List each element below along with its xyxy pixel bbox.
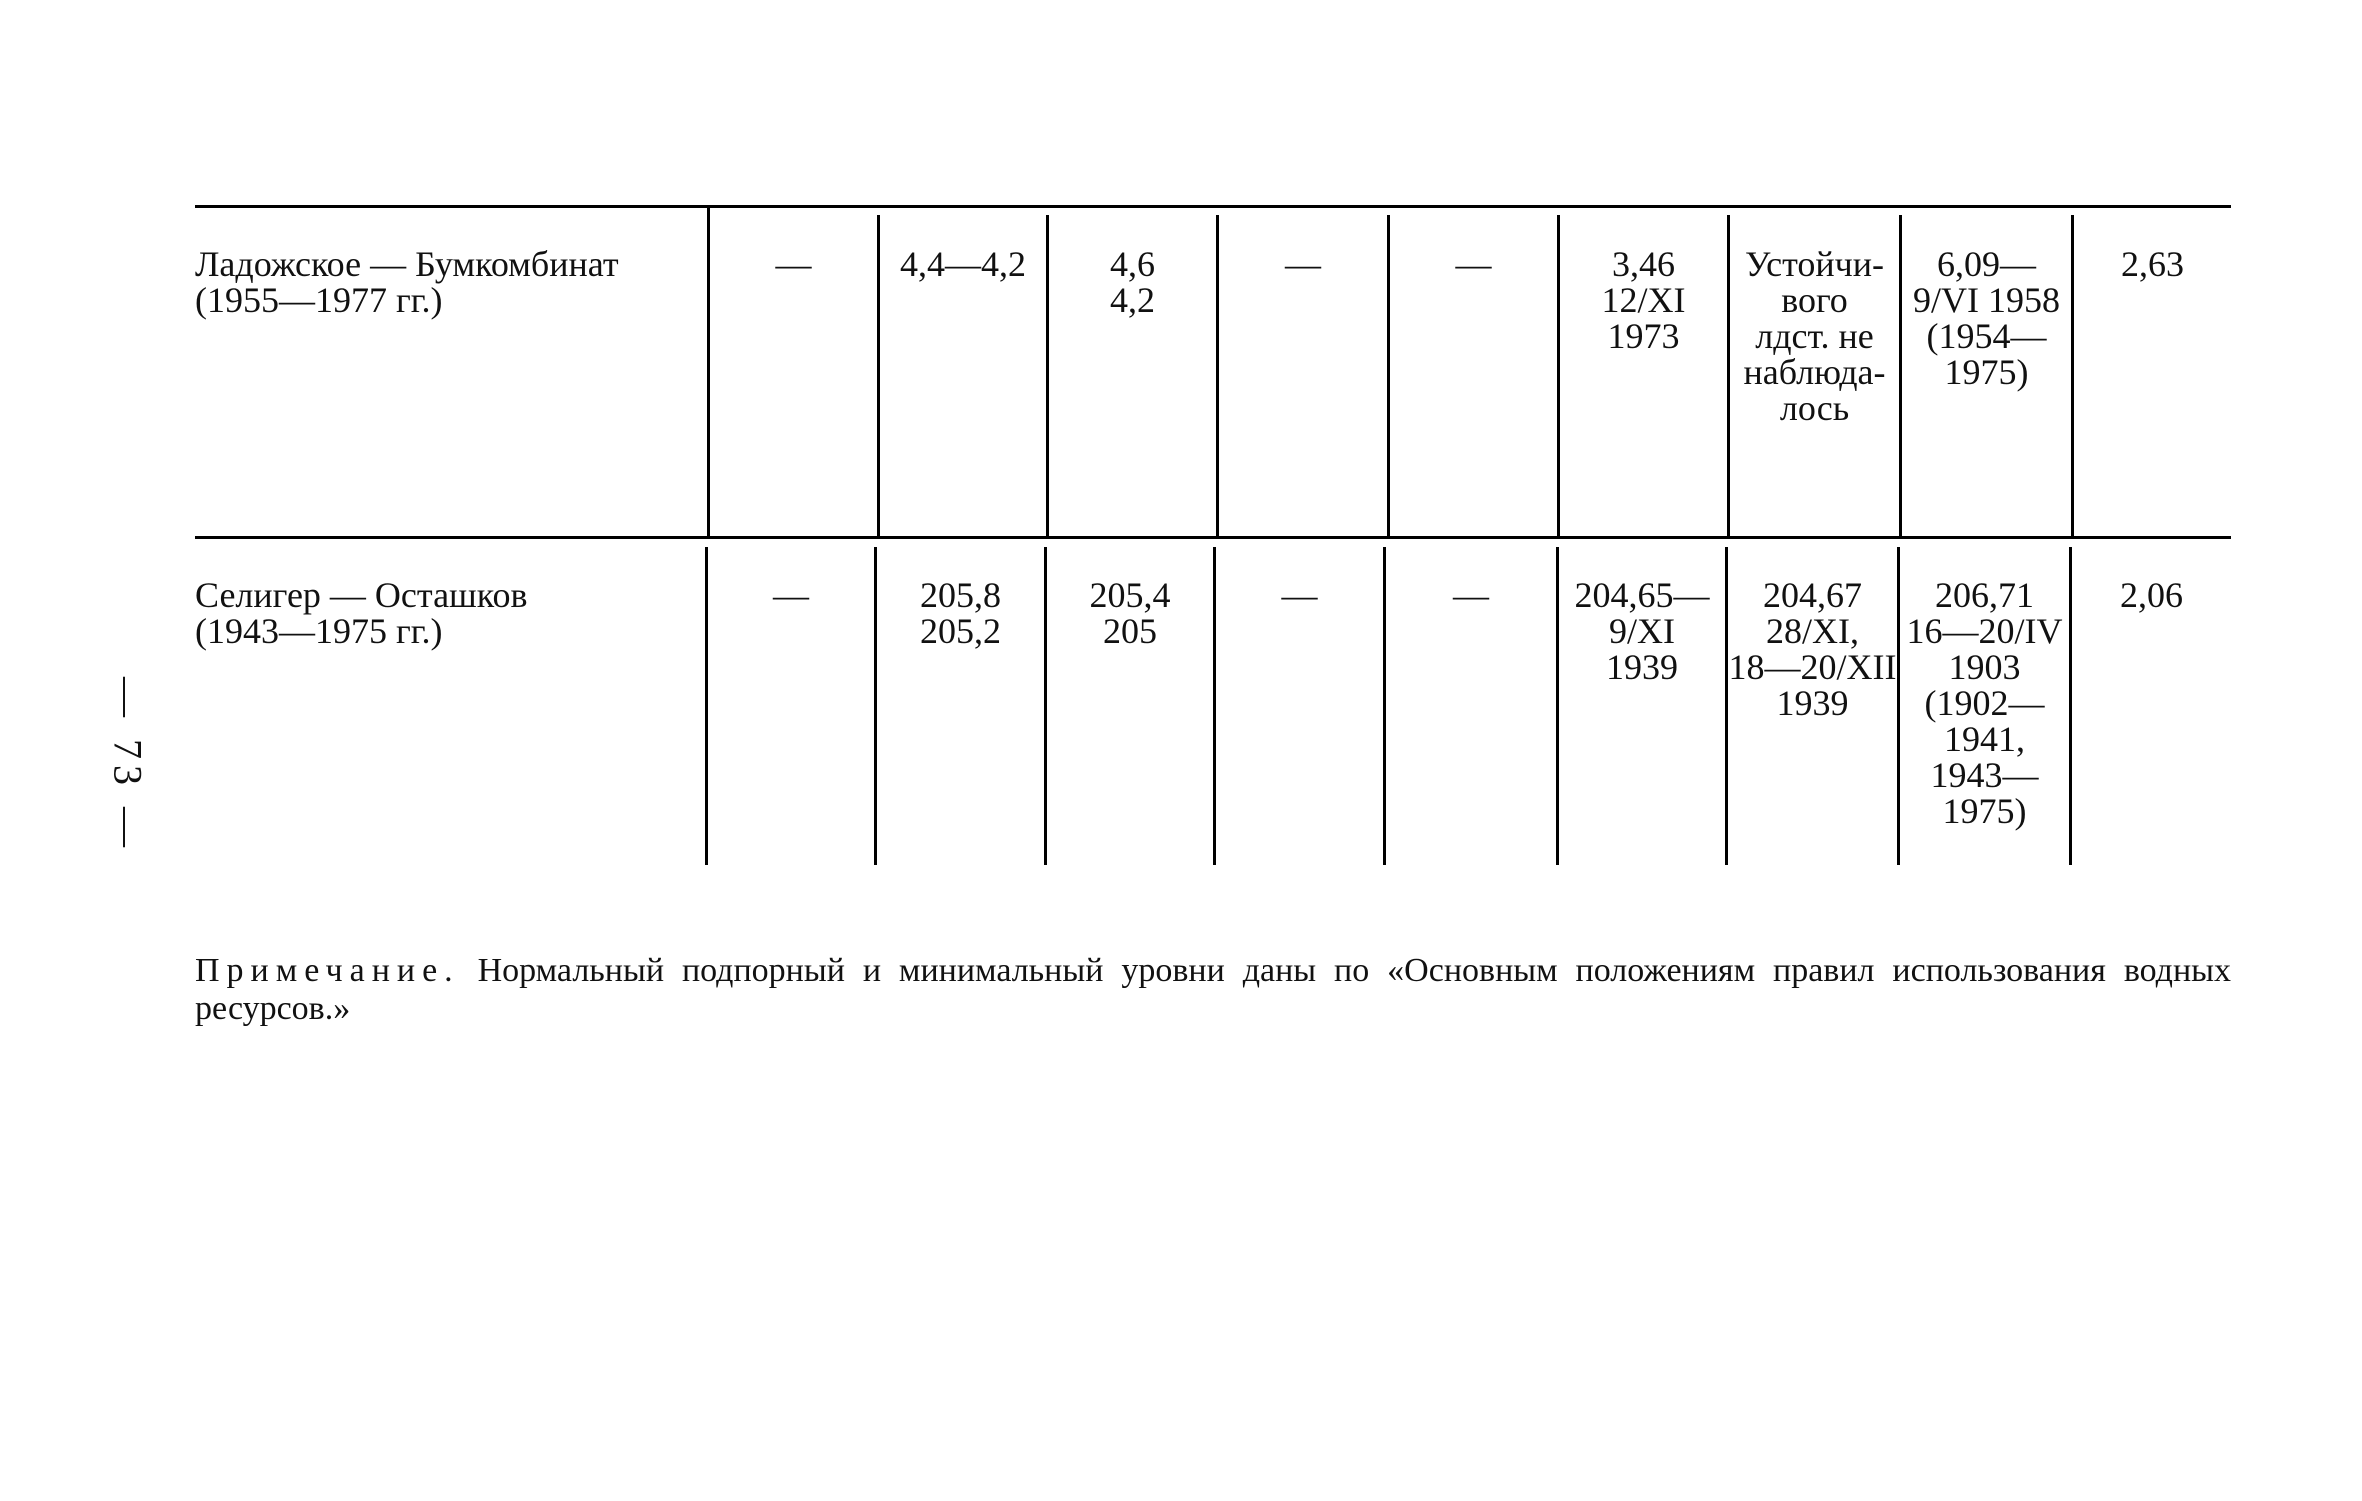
table-cell: — [1281, 575, 1318, 615]
table-cell: 2,63 [2121, 244, 2184, 284]
table-cell: 3,46 12/XI 1973 [1601, 244, 1686, 356]
table-cell: 206,71 16—20/IV 1903 (1902— 1941, 1943— 1975) [1906, 575, 2063, 831]
table-cell: — [773, 575, 809, 615]
note-label: Примечание. [195, 952, 460, 989]
table-cell: — [1455, 244, 1492, 284]
table-cell: 4,6 4,2 [1110, 244, 1155, 320]
table-cell: 205,4 205 [1089, 575, 1171, 651]
table-cell: — [1285, 244, 1321, 284]
table-cell: Устойчи- вого лдст. не наблюда- лось [1743, 244, 1886, 428]
page-number: — 73 — [105, 677, 151, 853]
table-cell: 204,65— 9/XI 1939 [1574, 575, 1710, 687]
table-cell: 204,67 28/XI, 18—20/XII 1939 [1728, 575, 1897, 723]
table-note [195, 952, 2231, 1028]
reservoir-name-cell: Ладожское — Бумкомбинат (1955—1977 гг.) [195, 244, 619, 320]
reservoir-name-cell: Селигер — Осташков (1943—1975 гг.) [195, 575, 528, 651]
row-divider-rule [195, 536, 2231, 539]
table-top-rule [195, 205, 2231, 208]
table-cell: — [1453, 575, 1489, 615]
table-cell: 205,8 205,2 [920, 575, 1001, 651]
table-cell: — [775, 244, 812, 284]
table-cell: 6,09— 9/VI 1958 (1954— 1975) [1913, 244, 2060, 392]
table-cell: 2,06 [2120, 575, 2183, 615]
note-text: Нормальный подпорный и минимальный уровни даны по «Основным положениям правил использования водных ресурсов.» [195, 952, 2231, 1027]
table-cell: 4,4—4,2 [900, 244, 1026, 284]
